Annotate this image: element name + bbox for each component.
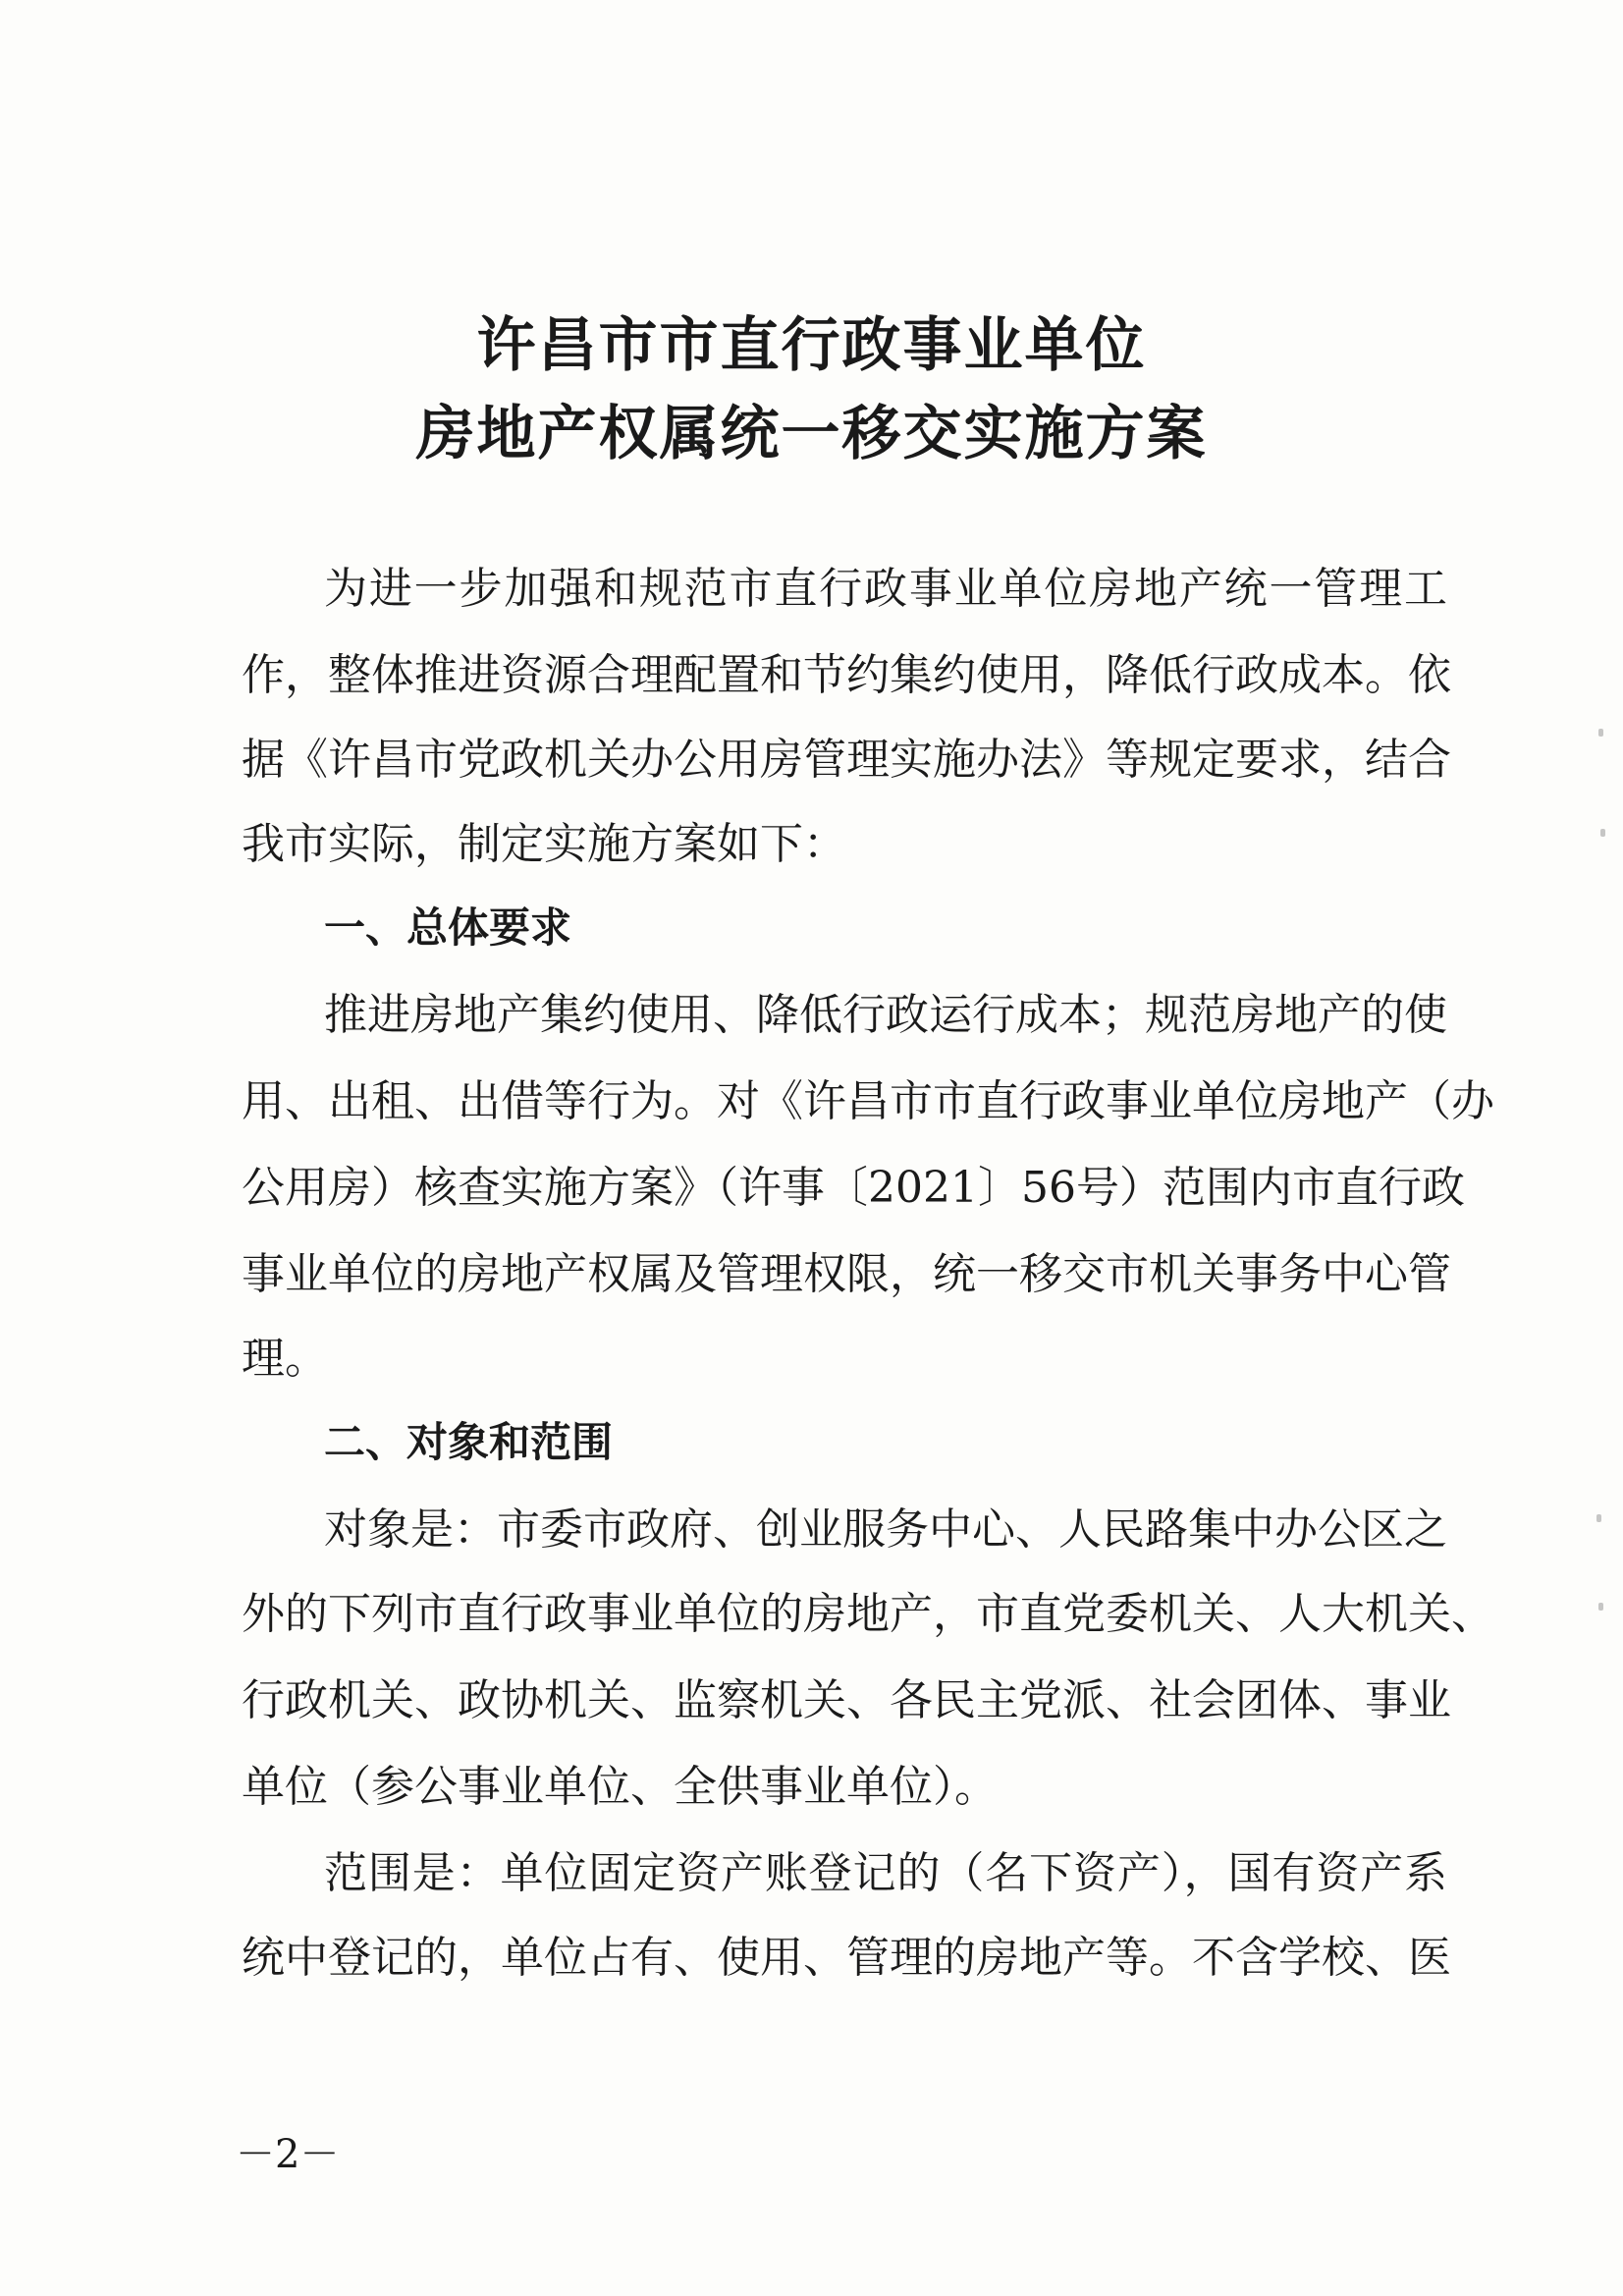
section-heading-objects-and-scope: 二、对象和范围 xyxy=(324,1418,614,1466)
section2-scope-line: 范围是：单位固定资产账登记的（名下资产），国有资产系 xyxy=(324,1848,1447,1898)
section2-object-line: 外的下列市直行政事业单位的房地产，市直党委机关、人大机关、 xyxy=(242,1589,1494,1639)
intro-line: 为进一步加强和规范市直行政事业单位房地产统一管理工 xyxy=(324,564,1447,614)
section1-line: 推进房地产集约使用、降低行政运行成本；规范房地产的使 xyxy=(324,990,1447,1040)
scan-speck xyxy=(1598,729,1603,737)
section1-line: 公用房）核查实施方案》（许事〔2021〕56号）范围内市直行政 xyxy=(242,1163,1465,1213)
section2-object-line: 对象是：市委市政府、创业服务中心、人民路集中办公区之 xyxy=(324,1504,1447,1555)
section-heading-general-requirements: 一、总体要求 xyxy=(324,903,572,952)
scan-speck xyxy=(1598,1603,1603,1611)
intro-line: 作，整体推进资源合理配置和节约集约使用，降低行政成本。依 xyxy=(242,650,1451,700)
section2-object-line: 行政机关、政协机关、监察机关、各民主党派、社会团体、事业 xyxy=(242,1675,1451,1725)
scan-speck xyxy=(1600,829,1605,837)
section1-line: 理。 xyxy=(242,1334,328,1384)
section1-line: 用、出租、出借等行为。对《许昌市市直行政事业单位房地产（办 xyxy=(242,1076,1494,1126)
document-title-line-2: 房地产权属统一移交实施方案 xyxy=(415,400,1208,468)
intro-line: 据《许昌市党政机关办公用房管理实施办法》等规定要求，结合 xyxy=(242,735,1451,785)
document-title-line-1: 许昌市市直行政事业单位 xyxy=(476,311,1147,380)
page-number: －2－ xyxy=(236,2132,340,2177)
section2-object-line: 单位（参公事业单位、全供事业单位）。 xyxy=(242,1762,998,1812)
scan-speck xyxy=(1596,1514,1601,1522)
section1-line: 事业单位的房地产权属及管理权限，统一移交市机关事务中心管 xyxy=(242,1249,1451,1299)
intro-line: 我市实际，制定实施方案如下： xyxy=(242,819,846,869)
section2-scope-line: 统中登记的，单位占有、使用、管理的房地产等。不含学校、医 xyxy=(242,1933,1451,1983)
